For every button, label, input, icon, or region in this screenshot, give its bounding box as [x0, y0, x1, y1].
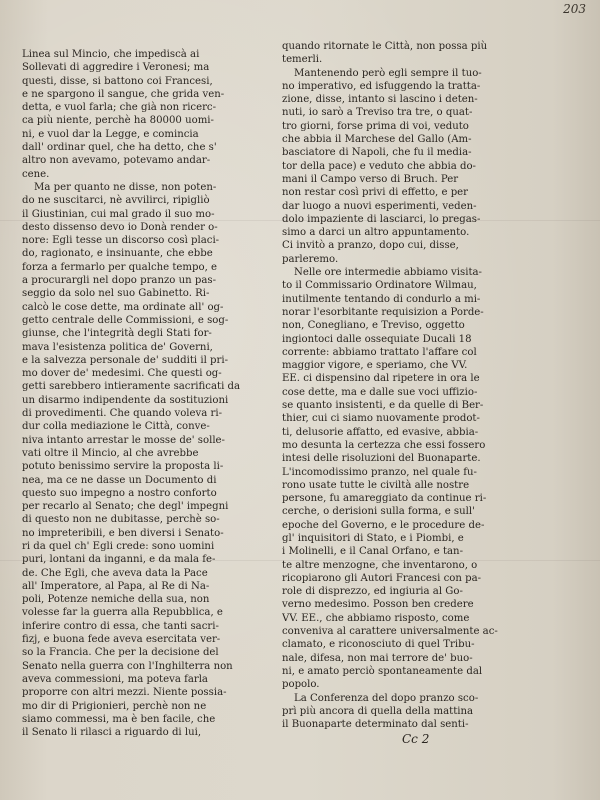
text-line: all' Imperatore, al Papa, al Re di Na-	[22, 580, 210, 592]
text-line: quando ritornate le Città, non possa più	[282, 41, 488, 52]
signature-mark: Cc 2	[402, 732, 430, 746]
text-line: calcò le cose dette, ma ordinate all' og-	[22, 301, 224, 313]
text-line: detta, e vuol farla; che già non ricerc-	[22, 102, 217, 114]
text-line: desto dissenso devo io Donà render o-	[22, 221, 218, 233]
text-line: e la salvezza personale de' sudditi il pri-	[22, 354, 229, 366]
text-line: ricopiarono gli Autori Francesi con pa-	[282, 572, 482, 584]
text-line: persone, fu amareggiato da continue ri-	[282, 493, 487, 505]
text-line: EE. ci dispensino dal ripetere in ora le	[282, 373, 480, 385]
text-line: parleremo.	[282, 253, 339, 265]
text-line: tro giorni, forse prima di voi, veduto	[282, 120, 469, 132]
text-line: inferire contro di essa, che tanti sacri-	[22, 620, 219, 632]
text-line: il Buonaparte determinato dal senti-	[282, 719, 469, 731]
text-line: zione, disse, intanto si lascino i deten-	[282, 94, 478, 106]
text-line: basciatore di Napoli, che fu il media-	[282, 147, 472, 159]
text-line: poli, Potenze nemiche della sua, non	[22, 594, 210, 606]
text-line: questo suo impegno a nostro conforto	[22, 487, 217, 499]
text-line: potuto benissimo servire la proposta li-	[22, 461, 224, 473]
text-line: forza a fermarlo per qualche tempo, e	[22, 261, 218, 273]
text-line: dolo impaziente di lasciarci, lo pregas-	[282, 213, 481, 225]
text-line: Linea sul Mincio, che impediscà ai	[22, 49, 200, 60]
text-line: de. Che Egli, che aveva data la Pace	[22, 567, 208, 579]
text-line: e ne spargono il sangue, che grida ven-	[22, 88, 225, 100]
text-line: questi, disse, si battono coi Francesi,	[22, 75, 213, 87]
text-line: aveva commessioni, ma poteva farla	[22, 673, 208, 685]
text-line: maggior vigore, e speriamo, che VV.	[282, 360, 468, 372]
text-line: VV. EE., che abbiamo risposto, come	[282, 612, 470, 624]
text-line: mo desunta la certezza che essi fossero	[282, 439, 486, 451]
text-line: il Senato li rilasci a riguardo di lui,	[22, 727, 202, 739]
text-line: seggio da solo nel suo Gabinetto. Ri-	[22, 288, 210, 300]
text-line: conveniva al carattere universalmente ac-	[282, 626, 498, 638]
text-line: inutilmente tentando di condurlo a mi-	[282, 293, 481, 305]
text-line: cose dette, ma e dalle sue voci uffizio-	[282, 386, 478, 398]
text-line: temerli.	[282, 54, 323, 66]
text-line: prì più ancora di quella della mattina	[282, 705, 474, 717]
text-line: nuti, io sarò a Treviso tra tre, o quat-	[282, 107, 473, 119]
text-line: cene.	[22, 168, 50, 180]
text-line: verno medesimo. Posson ben credere	[282, 599, 474, 611]
text-line: rono usate tutte le civiltà alle nostre	[282, 479, 470, 491]
text-line: mani il Campo verso di Bruch. Per	[282, 173, 459, 185]
text-line: il Giustinian, cui mal grado il suo mo-	[22, 208, 215, 220]
text-line: proporre con altri mezzi. Niente possia-	[22, 687, 227, 699]
text-line: a procurargli nel dopo pranzo un pas-	[22, 275, 217, 287]
text-line: popolo.	[282, 679, 320, 691]
text-line: mo dir di Prigionieri, perchè non ne	[22, 700, 207, 712]
text-line: La Conferenza del dopo pranzo sco-	[294, 692, 479, 704]
text-line: epoche del Governo, e le procedure de-	[282, 519, 485, 531]
text-line: fizj, e buona fede aveva esercitata ver-	[22, 634, 221, 646]
text-line: do, ragionato, e insinuante, che ebbe	[22, 248, 213, 260]
text-line: no imperativo, ed isfuggendo la tratta-	[282, 80, 481, 92]
text-line: no impreteribili, e ben diversi i Senato-	[22, 527, 224, 539]
text-line: so la Francia. Che per la decisione del	[22, 647, 219, 659]
text-line: altro non avevamo, potevamo andar-	[22, 155, 211, 167]
text-line: do ne suscitarci, nè avvilirci, ripigliò	[22, 195, 210, 207]
text-line: di provedimenti. Che quando voleva ri-	[22, 408, 222, 420]
text-line: getto centrale delle Commissioni, e sog-	[22, 314, 229, 326]
text-line: Ma per quanto ne disse, non poten-	[34, 181, 217, 193]
text-line: un disarmo indipendente da sostituzioni	[22, 394, 229, 406]
text-line: corrente: abbiamo trattato l'affare col	[282, 346, 477, 358]
text-line: gl' inquisitori di Stato, e i Piombi, e	[282, 532, 464, 544]
left-text-column	[22, 48, 268, 739]
right-text-column	[282, 40, 544, 731]
text-line: ni, e amato perciò spontaneamente dal	[282, 665, 483, 677]
text-line: intesi delle risoluzioni del Buonaparte.	[282, 453, 481, 465]
text-line: L'incomodissimo pranzo, nel quale fu-	[282, 466, 477, 478]
text-line: giunse, che l'integrità degli Stati for-	[22, 328, 212, 340]
text-line: role di disprezzo, ed ingiuria al Go-	[282, 586, 463, 598]
text-line: te altre menzogne, che inventarono, o	[282, 559, 478, 571]
text-line: per recarlo al Senato; che degl' impegni	[22, 501, 229, 513]
text-line: nea, ma ce ne dasse un Documento di	[22, 474, 217, 486]
text-line: cerche, o derisioni sulla forma, e sull'	[282, 506, 475, 518]
text-line: tor della pace) e veduto che abbia do-	[282, 160, 476, 172]
text-line: volesse far la guerra alla Repubblica, e	[22, 607, 223, 619]
text-line: ingiontoci dalle ossequiate Ducali 18	[282, 333, 472, 345]
text-line: ni, e vuol dar la Legge, e comincia	[22, 128, 199, 140]
text-line: dall' ordinar quel, che ha detto, che s'	[22, 142, 217, 154]
text-line: ti, delusorie affatto, ed evasive, abbia-	[282, 426, 479, 438]
text-line: che abbia il Marchese del Gallo (Am-	[282, 134, 472, 146]
text-line: niva intanto arrestar le mosse de' solle-	[22, 434, 225, 446]
text-line: thier, cui ci siamo nuovamente prodot-	[282, 413, 480, 425]
text-line: ri da quel ch' Egli crede: sono uomini	[22, 540, 215, 552]
text-line: nale, difesa, non mai terrore de' buo-	[282, 652, 473, 664]
text-line: puri, lontani da inganni, e da mala fe-	[22, 554, 216, 566]
text-line: vati oltre il Mincio, al che avrebbe	[22, 447, 199, 459]
text-line: getti sarebbero intieramente sacrificati da	[22, 381, 241, 393]
text-line: simo a darci un altro appuntamento.	[282, 227, 470, 239]
text-line: dur colla mediazione le Città, conve-	[22, 421, 210, 433]
text-line: dar luogo a nuovi esperimenti, veden-	[282, 200, 477, 212]
text-line: Sollevati di aggredire i Veronesi; ma	[22, 62, 210, 74]
text-line: i Molinelli, e il Canal Orfano, e tan-	[282, 546, 463, 558]
text-line: di questo non ne dubitasse, perchè so-	[22, 514, 220, 526]
page-number: 203	[563, 2, 586, 16]
text-line: se quanto insistenti, e da quelle di Ber-	[282, 400, 484, 412]
text-line: mo dover de' medesimi. Che questi og-	[22, 368, 222, 380]
text-line: Senato nella guerra con l'Inghilterra non	[22, 660, 233, 672]
text-line: clamato, e riconosciuto di quel Tribu-	[282, 639, 475, 651]
text-line: non, Conegliano, e Treviso, oggetto	[282, 320, 465, 332]
text-line: non restar così privi di effetto, e per	[282, 187, 469, 199]
text-line: Nelle ore intermedie abbiamo visita-	[294, 267, 482, 279]
text-line: norar l'esorbitante requisizion a Porde-	[282, 306, 484, 318]
text-line: Mantenendo però egli sempre il tuo-	[294, 67, 482, 79]
text-line: nore: Egli tesse un discorso così placi-	[22, 235, 220, 247]
text-line: Ci invitò a pranzo, dopo cui, disse,	[282, 240, 459, 252]
text-line: to il Commissario Ordinatore Wilmau,	[282, 280, 477, 292]
text-line: mava l'esistenza politica de' Governi,	[22, 341, 213, 353]
text-line: siamo commessi, ma è ben facile, che	[22, 713, 216, 725]
text-line: ca più niente, perchè ha 80000 uomi-	[22, 115, 214, 127]
